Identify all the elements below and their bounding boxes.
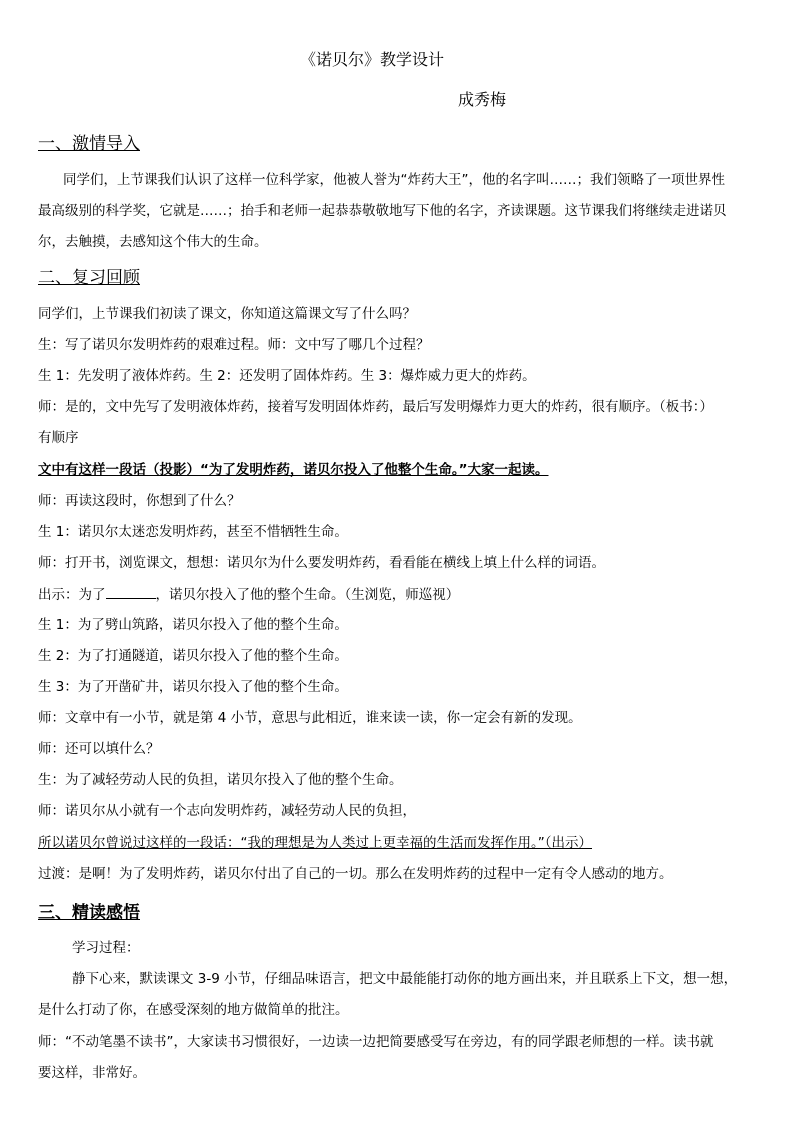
section1-line: 同学们，上节课我们认识了这样一位科学家，他被人誉为“炸药大王”，他的名字叫……；我们领略了一项世界性 [63, 172, 725, 188]
section2-emphasis-line: 文中有这样一段话（投影）“为了发明炸药，诺贝尔投入了他整个生命。”大家一起读。 [38, 462, 549, 478]
section3-heading: 三、精读感悟 [38, 903, 140, 923]
section2-line: 生：为了减轻劳动人民的负担，诺贝尔投入了他的整个生命。 [38, 772, 403, 788]
section2-line: 生：写了诺贝尔发明炸药的艰难过程。师：文中写了哪几个过程？ [38, 337, 430, 353]
section2-line: 生 3：为了开凿矿井，诺贝尔投入了他的整个生命。 [38, 679, 348, 695]
section2-line: 师：再读这段时，你想到了什么？ [38, 493, 241, 509]
section2-line: 生 1：诺贝尔太迷恋发明炸药，甚至不惜牺牲生命。 [38, 524, 348, 540]
section3-line: 要这样，非常好。 [38, 1065, 146, 1081]
section3-line: 是什么打动了你，在感受深刻的地方做简单的批注。 [38, 1002, 349, 1018]
section2-heading: 二、复习回顾 [38, 268, 140, 288]
section3-line: 静下心来，默读课文 3-9 小节，仔细品味语言，把文中最能能打动你的地方画出来，并且联系上下文，想一想， [72, 971, 738, 987]
doc-author: 成秀梅 [458, 90, 507, 109]
section2-line: 同学们，上节课我们初读了课文，你知道这篇课文写了什么吗？ [38, 306, 416, 322]
section2-quote-line: 所以诺贝尔曾说过这样的一段话：“我的理想是为人类过上更幸福的生活而发挥作用。”（出示） [38, 835, 592, 851]
section1-line: 最高级别的科学奖，它就是……；抬手和老师一起恭恭敬敬地写下他的名字，齐读课题。这节课我们将继续走进诺贝 [38, 203, 727, 219]
section2-line: 师：文章中有一小节，就是第 4 小节，意思与此相近，谁来读一读，你一定会有新的发现。 [38, 710, 582, 726]
section2-line: 师：是的，文中先写了发明液体炸药，接着写发明固体炸药，最后写发明爆炸力更大的炸药，很有顺序。（板书：） [38, 399, 713, 415]
fill-in-blank-line [38, 584, 459, 605]
section2-line: 生 2：为了打通隧道，诺贝尔投入了他的整个生命。 [38, 648, 348, 664]
section2-line: 师：诺贝尔从小就有一个志向发明炸药，减轻劳动人民的负担， [38, 803, 416, 819]
section2-line: 师：还可以填什么？ [38, 741, 160, 757]
section2-line: 生 1：先发明了液体炸药。生 2：还发明了固体炸药。生 3：爆炸威力更大的炸药。 [38, 368, 536, 384]
section1-heading: 一、激情导入 [38, 134, 140, 154]
section3-line: 学习过程： [72, 940, 140, 956]
section2-line: 师：打开书，浏览课文，想想：诺贝尔为什么要发明炸药，看看能在横线上填上什么样的词语。 [38, 555, 605, 571]
section1-line: 尔，去触摸，去感知这个伟大的生命。 [38, 234, 268, 250]
answer-blank [106, 584, 156, 599]
section2-line: 生 1：为了劈山筑路，诺贝尔投入了他的整个生命。 [38, 617, 348, 633]
fill-in-suffix: ，诺贝尔投入了他的整个生命。（生浏览，师巡视） [155, 587, 460, 603]
fill-in-prefix: 出示：为了 [38, 587, 106, 603]
section2-line: 过渡：是啊！为了发明炸药，诺贝尔付出了自己的一切。那么在发明炸药的过程中一定有令人感动的地方。 [38, 866, 673, 882]
section3-line: 师：“不动笔墨不读书”，大家读书习惯很好，一边读一边把简要感受写在旁边，有的同学跟老师想的一样。读书就 [38, 1034, 714, 1050]
doc-title: 《诺贝尔》教学设计 [300, 50, 445, 69]
section2-line: 有顺序 [38, 430, 79, 446]
